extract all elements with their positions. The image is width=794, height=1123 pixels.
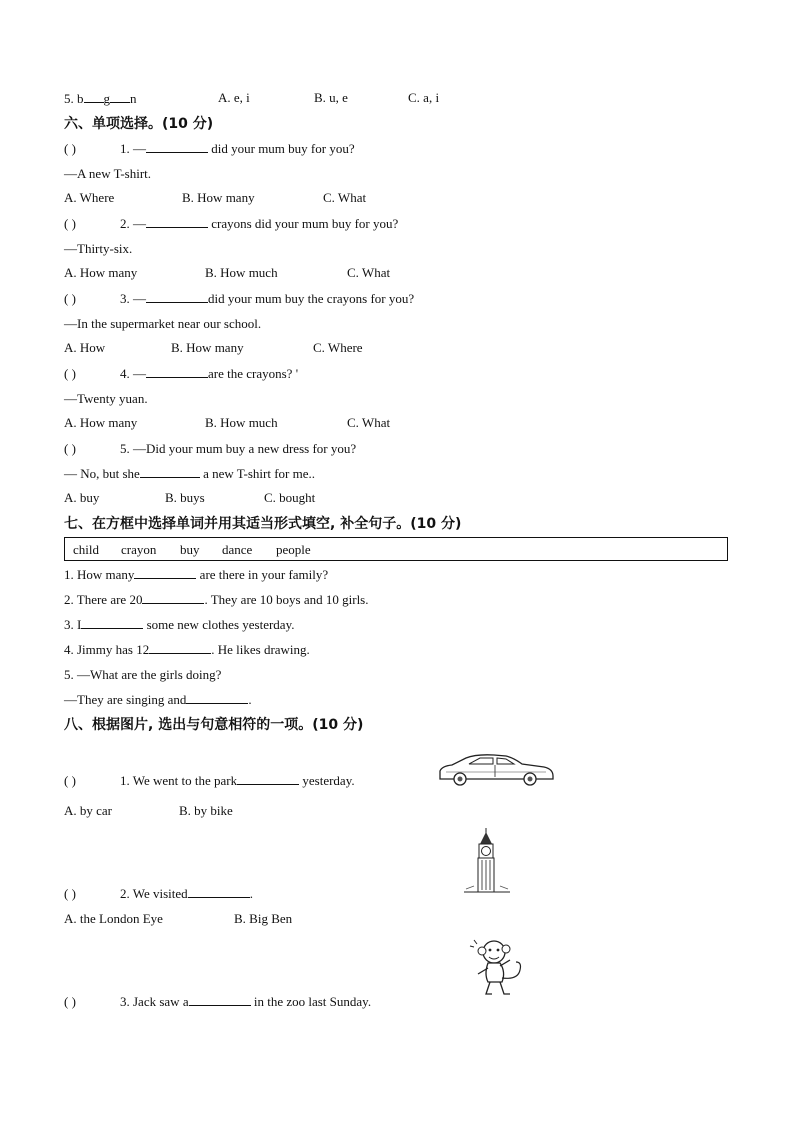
s8-q1-option-a: A. by car: [64, 803, 113, 818]
s6-q2-option-a: A. How many: [64, 265, 138, 280]
word-child: child: [73, 542, 99, 557]
s8-q2-option-b: B. Big Ben: [234, 911, 293, 926]
s6-q4-option-c: C. What: [347, 415, 391, 430]
word-people: people: [276, 542, 311, 557]
s6-q2-option-b: B. How much: [205, 265, 278, 280]
s6-q3-option-b: B. How many: [171, 340, 244, 355]
s6-q1-answer: —A new T-shirt.: [64, 166, 152, 181]
s6-q4-option-a: A. How many: [64, 415, 138, 430]
s6-q1: ( ) 1. — did your mum buy for you?: [64, 141, 355, 156]
s5-q5-option-b: B. u, e: [314, 90, 348, 105]
s6-q1-option-c: C. What: [323, 190, 367, 205]
s6-q3-option-c: C. Where: [313, 340, 363, 355]
s6-q2-option-c: C. What: [347, 265, 391, 280]
car-icon: [436, 752, 556, 788]
s7-sentence-1: 1. How many are there in your family?: [64, 567, 329, 582]
s5-q5-option-a: A. e, i: [218, 90, 250, 105]
s7-sentence-4: 4. Jimmy has 12 . He likes drawing.: [64, 642, 310, 657]
s6-q2: ( ) 2. — crayons did your mum buy for you?: [64, 216, 399, 231]
s8-q1: ( ) 1. We went to the park yesterday.: [64, 773, 355, 788]
s6-q4: ( ) 4. — are the crayons? ': [64, 366, 299, 381]
s6-q3: ( ) 3. — did your mum buy the crayons for you?: [64, 291, 415, 306]
s8-q2-option-a: A. the London Eye: [64, 911, 163, 926]
word-crayon: crayon: [121, 542, 157, 557]
section7-heading: 七、在方框中选择单词并用其适当形式填空, 补全句子。(10 分): [64, 516, 462, 532]
s7-sentence-2: 2. There are 20 . They are 10 boys and 10 girls.: [64, 592, 369, 607]
s8-q3: ( ) 3. Jack saw a in the zoo last Sunday.: [64, 994, 372, 1009]
word-box: [64, 537, 728, 561]
s8-q1-option-b: B. by bike: [179, 803, 233, 818]
s5-q5-option-c: C. a, i: [408, 90, 440, 105]
s6-q1-option-b: B. How many: [182, 190, 255, 205]
s7-sentence-5: 5. —What are the girls doing?: [64, 667, 222, 682]
section8-heading: 八、根据图片, 选出与句意相符的一项。(10 分): [64, 717, 364, 733]
s6-q5-answer: — No, but she a new T-shirt for me..: [64, 466, 316, 481]
s6-q5-option-c: C. bought: [264, 490, 316, 505]
s6-q3-answer: —In the supermarket near our school.: [64, 316, 262, 331]
s6-q4-option-b: B. How much: [205, 415, 278, 430]
s6-q5-option-b: B. buys: [165, 490, 205, 505]
section6-heading: 六、单项选择。(10 分): [64, 116, 214, 132]
s7-sentence-3: 3. I some new clothes yesterday.: [64, 617, 295, 632]
s5-q5: 5. b g n: [64, 91, 137, 106]
s8-q2: ( ) 2. We visited .: [64, 886, 253, 901]
word-buy: buy: [180, 542, 200, 557]
big-ben-icon: [460, 826, 514, 896]
monkey-icon: [468, 936, 532, 1000]
s7-sentence-5-answer: —They are singing and .: [64, 692, 252, 707]
s6-q3-option-a: A. How: [64, 340, 106, 355]
s6-q1-option-a: A. Where: [64, 190, 115, 205]
s6-q5-option-a: A. buy: [64, 490, 100, 505]
s6-q4-answer: —Twenty yuan.: [64, 391, 148, 406]
word-dance: dance: [222, 542, 253, 557]
s6-q5: ( ) 5. —Did your mum buy a new dress for you?: [64, 441, 357, 456]
s6-q2-answer: —Thirty-six.: [64, 241, 133, 256]
